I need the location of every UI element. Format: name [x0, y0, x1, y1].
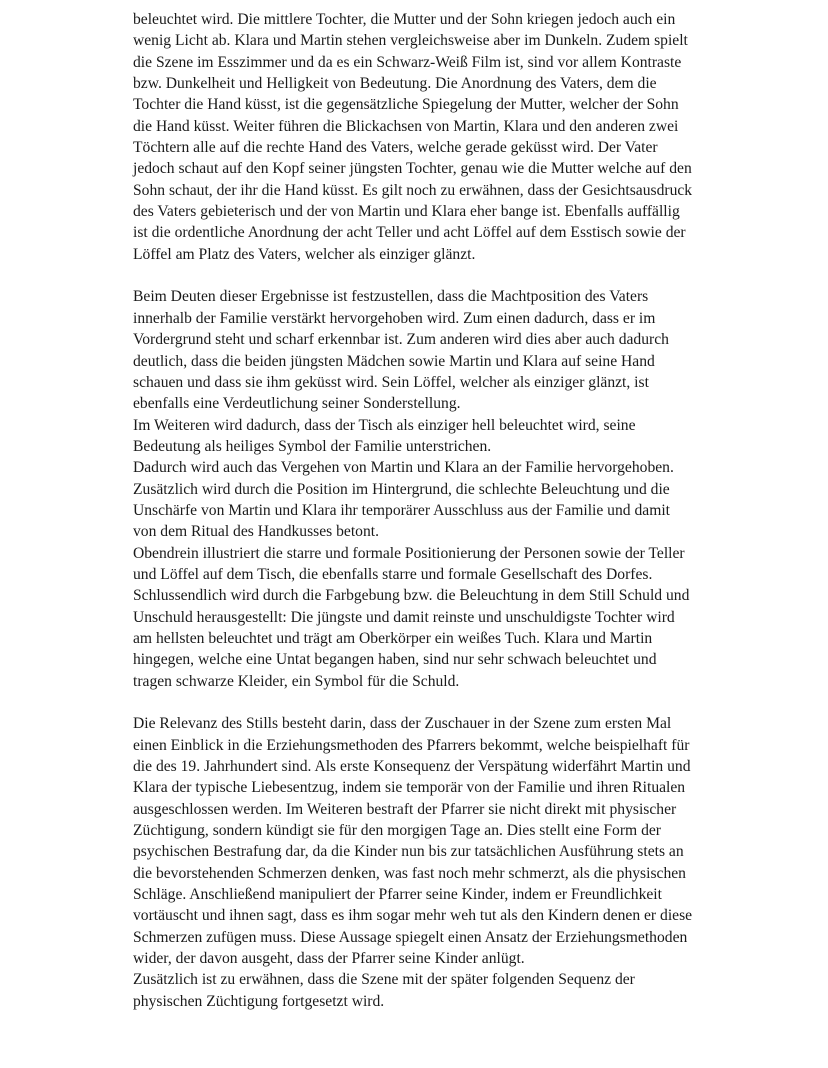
text-line: Züchtigung, sondern kündigt sie für den morgigen Tage an. Dies stellt eine Form der	[133, 822, 661, 840]
paragraph-interpretation	[133, 286, 733, 692]
text-line: Zusätzlich wird durch die Position im Hintergrund, die schlechte Beleuchtung und die	[133, 480, 670, 498]
text-line: Beim Deuten dieser Ergebnisse ist festzustellen, dass die Machtposition des Vaters	[133, 288, 649, 306]
paragraph-relevance	[133, 713, 733, 1012]
text-line: Unschärfe von Martin und Klara ihr temporärer Ausschluss aus der Familie und damit	[133, 501, 670, 519]
text-line: Dadurch wird auch das Vergehen von Martin und Klara an der Familie hervorgehoben.	[133, 459, 674, 477]
text-line: Vordergrund steht und scharf erkennbar ist. Zum anderen wird dies aber auch dadurch	[133, 331, 669, 349]
text-line: ist die ordentliche Anordnung der acht Teller und acht Löffel auf dem Esstisch sowie der	[133, 224, 686, 242]
text-line: Tochter die Hand küsst, ist die gegensätzliche Spiegelung der Mutter, welcher der Sohn	[133, 96, 679, 114]
document-page	[133, 9, 733, 1034]
text-line: Zusätzlich ist zu erwähnen, dass die Szene mit der später folgenden Sequenz der	[133, 971, 635, 989]
text-line: hingegen, welche eine Untat begangen haben, sind nur sehr schwach beleuchtet und	[133, 651, 657, 669]
text-line: ebenfalls eine Verdeutlichung seiner Sonderstellung.	[133, 395, 461, 413]
text-line: Sohn schaut, der ihr die Hand küsst. Es gilt noch zu erwähnen, dass der Gesichtsausdruck	[133, 181, 693, 199]
text-line: wider, der davon ausgeht, dass der Pfarrer seine Kinder anlügt.	[133, 950, 525, 968]
text-line: des Vaters gebieterisch und der von Martin und Klara eher bange ist. Ebenfalls auffällig	[133, 203, 680, 221]
text-line: jedoch schaut auf den Kopf seiner jüngsten Tochter, genau wie die Mutter welche auf den	[133, 160, 692, 178]
paragraph-description	[133, 9, 733, 265]
text-line: die Szene im Esszimmer und da es ein Schwarz-Weiß Film ist, sind vor allem Kontraste	[133, 53, 682, 71]
text-line: schauen und dass sie ihm geküsst wird. Sein Löffel, welcher als einziger glänzt, ist	[133, 373, 649, 391]
text-line: innerhalb der Familie verstärkt hervorgehoben wird. Zum einen dadurch, dass er im	[133, 309, 656, 327]
text-line: Unschuld herausgestellt: Die jüngste und damit reinste und unschuldigste Tochter wird	[133, 608, 675, 626]
text-line: wenig Licht ab. Klara und Martin stehen vergleichsweise aber im Dunkeln. Zudem spielt	[133, 32, 688, 50]
text-line: Bedeutung als heiliges Symbol der Familie unterstrichen.	[133, 437, 492, 455]
text-line: Schmerzen zufügen muss. Diese Aussage spiegelt einen Ansatz der Erziehungsmethoden	[133, 928, 688, 946]
text-line: Töchtern alle auf die rechte Hand des Vaters, welche gerade geküsst wird. Der Vater	[133, 139, 658, 157]
text-line: am hellsten beleuchtet und trägt am Oberkörper ein weißes Tuch. Klara und Martin	[133, 629, 653, 647]
text-line: tragen schwarze Kleider, ein Symbol für die Schuld.	[133, 672, 460, 690]
text-line: beleuchtet wird. Die mittlere Tochter, die Mutter und der Sohn kriegen jedoch auch ein	[133, 11, 676, 28]
text-line: bzw. Dunkelheit und Helligkeit von Bedeutung. Die Anordnung des Vaters, dem die	[133, 75, 657, 93]
text-line: physischen Züchtigung fortgesetzt wird.	[133, 992, 385, 1010]
text-line: und Löffel auf dem Tisch, die ebenfalls starre und formale Gesellschaft des Dorfes.	[133, 565, 653, 583]
text-line: deutlich, dass die beiden jüngsten Mädchen sowie Martin und Klara auf seine Hand	[133, 352, 655, 370]
text-line: Klara der typische Liebesentzug, indem sie temporär von der Familie und ihren Ritualen	[133, 779, 686, 797]
text-line: die Hand küsst. Weiter führen die Blickachsen von Martin, Klara und den anderen zwei	[133, 117, 679, 135]
text-line: Obendrein illustriert die starre und formale Positionierung der Personen sowie der Teller	[133, 544, 685, 562]
text-line: ausgeschlossen werden. Im Weiteren bestraft der Pfarrer sie nicht direkt mit physischer	[133, 800, 677, 818]
text-line: vortäuscht und ihnen sagt, dass es ihm sogar mehr weh tut als den Kindern denen er diese	[133, 907, 693, 925]
text-line: die des 19. Jahrhundert sind. Als erste Konsequenz der Verspätung widerfährt Martin und	[133, 758, 691, 776]
text-line: Im Weiteren wird dadurch, dass der Tisch als einziger hell beleuchtet wird, seine	[133, 416, 636, 434]
text-line: einen Einblick in die Erziehungsmethoden des Pfarrers bekommt, welche beispielhaft für	[133, 736, 690, 754]
text-line: die bevorstehenden Schmerzen denken, was fast noch mehr schmerzt, als die physischen	[133, 864, 686, 882]
text-line: Schlussendlich wird durch die Farbgebung bzw. die Beleuchtung in dem Still Schuld und	[133, 587, 690, 605]
text-line: Die Relevanz des Stills besteht darin, dass der Zuschauer in der Szene zum ersten Mal	[133, 715, 672, 733]
text-line: von dem Ritual des Handkusses betont.	[133, 523, 380, 541]
text-line: Löffel am Platz des Vaters, welcher als einziger glänzt.	[133, 245, 476, 263]
text-line: Schläge. Anschließend manipuliert der Pfarrer seine Kinder, indem er Freundlichkeit	[133, 886, 662, 904]
text-line: psychischen Bestrafung dar, da die Kinder nun bis zur tatsächlichen Ausführung stets an	[133, 843, 684, 861]
